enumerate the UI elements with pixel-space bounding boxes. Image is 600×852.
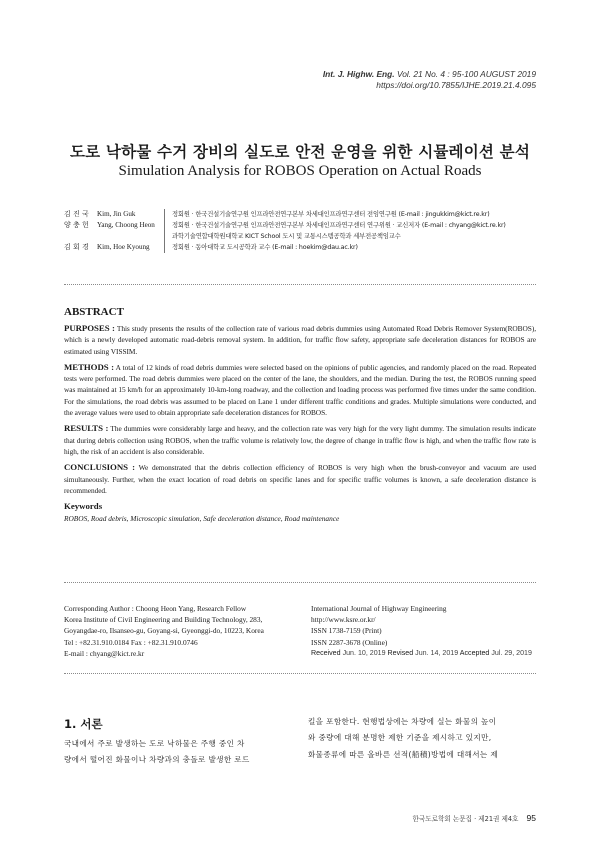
author-row [64, 231, 544, 242]
keywords-text: ROBOS, Road debris, Microscopic simulation, Safe deceleration distance, Road maintenance [64, 514, 340, 524]
purposes-text: This study presents the results of the collection rate of various road debris dummies using Automated Road Debris Remover System(ROBOS), which is a newly developed automatic road-debris removal system. In addition, for traffic flow safety, appropriate safe deceleration distances for ROBOS are estimated using VISSIM. [64, 324, 536, 356]
divider-dotted [64, 582, 536, 583]
author-affiliation: 과학기술연합대학원대학교 KICT School 도시 및 교통시스템공학과 세부전공책임교수 [172, 233, 401, 240]
abstract-heading: ABSTRACT [64, 306, 124, 318]
journal-issue: Vol. 21 No. 4 : 95-100 AUGUST 2019 [396, 69, 536, 79]
corr-email[interactable]: E-mail : chyang@kict.re.kr [64, 648, 145, 658]
conclusions-label: CONCLUSIONS : [64, 462, 136, 473]
body-line: 량에서 떨어진 화물이나 차량과의 충돌로 발생한 로드 [64, 755, 250, 765]
section-heading: 1. 서론 [64, 717, 103, 731]
abstract-purposes [64, 323, 536, 357]
author-name-kr: 김 진 국 [64, 210, 89, 218]
journal-name: International Journal of Highway Engineering [311, 604, 447, 613]
body-line: 와 중량에 대해 분명한 제한 기준을 제시하고 있지만, [308, 733, 492, 743]
author-list [64, 209, 544, 253]
author-divider [164, 231, 172, 242]
author-affiliation: 정회원 · 동아대학교 도시공학과 교수 (E-mail : hoekim@dau.ac.kr) [172, 244, 358, 251]
author-name-en: Yang, Choong Heon [97, 221, 155, 229]
corr-line: Korea Institute of Civil Engineering and Building Technology, 283, [64, 615, 263, 625]
corresponding-author-block [64, 603, 304, 659]
results-label: RESULTS : [64, 423, 109, 434]
author-name-kr: 양 충 헌 [64, 221, 89, 229]
abstract-conclusions [64, 462, 536, 496]
keywords-heading: Keywords [64, 501, 103, 512]
author-row [64, 220, 544, 231]
purposes-label: PURPOSES : [64, 323, 115, 333]
conclusions-text: We demonstrated that the debris collection efficiency of ROBOS is very high when the brush-conveyor and vacuum are used simultaneously. Further, when the exact location of road debris on specific lanes and for specific traffic volumes is known, a safe deceleration distance is recommended. [64, 463, 536, 495]
body-column-left [64, 736, 296, 769]
revised-date: Jun. 14, 2019 [415, 648, 459, 657]
received-date: Jun. 10, 2019 [342, 648, 386, 657]
issn-print: ISSN 1738-7159 (Print) [311, 626, 382, 636]
corr-line: Goyangdae-ro, Ilsanseo-gu, Goyang-si, Gyeonggi-do, 10223, Korea [64, 626, 264, 636]
submission-dates [311, 648, 537, 659]
journal-citation [323, 68, 536, 80]
body-line: 화물종류에 따른 올바른 선적(船積)방법에 대해서는 제 [308, 749, 499, 759]
author-divider [164, 220, 172, 231]
corr-line: Corresponding Author : Choong Heon Yang, Research Fellow [64, 604, 247, 613]
abstract [64, 306, 536, 523]
title-english: Simulation Analysis for ROBOS Operation on Actual Roads [118, 163, 482, 179]
divider-dotted [64, 284, 536, 285]
body-column-right [308, 714, 537, 763]
accepted-date: Jul. 29, 2019 [491, 648, 532, 657]
methods-label: METHODS : [64, 361, 114, 372]
author-row [64, 209, 544, 220]
doi-link[interactable]: https://doi.org/10.7855/IJHE.2019.21.4.095 [376, 80, 536, 90]
divider-dotted [64, 673, 536, 674]
abstract-methods [64, 362, 536, 418]
body-line: 국내에서 주로 발생하는 도로 낙하물은 주행 중인 차 [64, 739, 245, 748]
results-text: The dummies were considerably large and heavy, and the collection rate was very high for the very light dummy. The simulation results indicate that during debris collection using ROBOS, when the traffic volume is relatively low, the degree of change in traffic flow is high, and when the traffic flow rate is high, the risk of an accident is also considerable. [64, 424, 537, 456]
author-affiliation: 정회원 · 한국건설기술연구원 인프라안전연구본부 차세대인프라연구센터 전임연구원 (E-mail : jingukkim@kict.re.kr) [172, 211, 490, 218]
page-footer [413, 813, 536, 823]
accepted-label: Accepted [459, 648, 490, 657]
author-name-kr: 김 회 경 [64, 243, 89, 251]
author-divider [164, 242, 172, 253]
body-line: 킬을 포함한다. 현행법상에는 차량에 실는 화물의 높이 [308, 717, 497, 726]
author-name-en: Kim, Hoe Kyoung [97, 243, 150, 251]
author-name-en: Kim, Jin Guk [97, 210, 136, 218]
journal-url[interactable]: http://www.ksre.or.kr/ [311, 615, 376, 625]
issn-online: ISSN 2287-3678 (Online) [311, 637, 388, 647]
author-name-en [97, 231, 164, 242]
corr-line: Tel : +82.31.910.0184 Fax : +82.31.910.0746 [64, 637, 198, 647]
title-korean: 도로 낙하물 수거 장비의 실도로 안전 운영을 위한 시뮬레이션 분석 [69, 143, 531, 161]
methods-text: A total of 12 kinds of road debris dummies were selected based on the opinions of public agencies, and randomly placed on the road. Repeated tests were performed. The road debris dummies were placed on the center of the lane, the shoulders, and the median. During the test, the ROBOS running speed was maintained at 15 km/h for an approximately 10-km-long roadway, and the collection and loading process was performed five times under the same condition. For the simulations, the road debris was assumed to be placed on Lane 1 under different traffic conditions and grades. Multiple simulations were conducted, and the average values were used to obtain appropriate safe deceleration distances for ROBOS. [64, 362, 536, 418]
revised-label: Revised [387, 648, 414, 657]
received-label: Received [311, 648, 341, 657]
abstract-results [64, 423, 536, 457]
footer-journal: 한국도로학회 논문집 · 제21권 제4호 [412, 815, 519, 823]
author-divider [164, 209, 172, 220]
author-affiliation: 정회원 · 한국건설기술연구원 인프라안전연구본부 차세대인프라연구센터 연구위원 · 교신저자 (E-mail : chyang@kict.re.kr) [172, 222, 506, 229]
author-name-kr [64, 231, 97, 242]
author-row [64, 242, 544, 253]
page-number: 95 [526, 813, 536, 823]
journal-abbrev: Int. J. Highw. Eng. [322, 69, 395, 79]
journal-info-block [311, 603, 537, 659]
